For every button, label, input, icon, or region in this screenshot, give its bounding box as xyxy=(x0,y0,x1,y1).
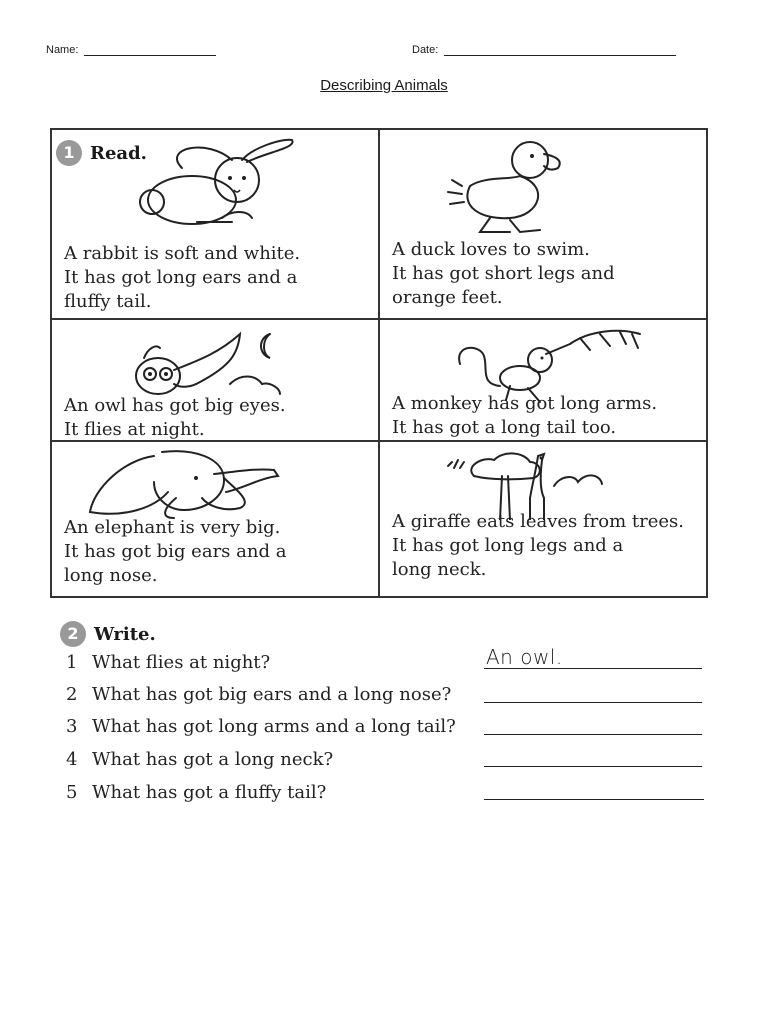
question-text: What flies at night? xyxy=(92,652,271,673)
text-line: It has got long legs and a xyxy=(392,535,624,556)
question-4 xyxy=(66,749,333,770)
text-line: It flies at night. xyxy=(64,419,205,440)
text-line: long nose. xyxy=(64,565,158,586)
text-line: A giraffe eats leaves from trees. xyxy=(392,511,684,532)
elephant-description xyxy=(64,516,286,588)
write-heading xyxy=(60,621,156,647)
answer-field-1[interactable] xyxy=(484,645,702,669)
text-line: It has got long ears and a xyxy=(64,267,298,288)
question-number: 3 xyxy=(66,716,78,737)
giraffe-description xyxy=(392,510,684,582)
name-field[interactable] xyxy=(46,44,216,56)
question-number: 5 xyxy=(66,782,78,803)
text-line: An elephant is very big. xyxy=(64,517,281,538)
question-text: What has got a long neck? xyxy=(92,749,334,770)
text-line: long neck. xyxy=(392,559,487,580)
read-label: Read. xyxy=(90,142,147,164)
question-text: What has got big ears and a long nose? xyxy=(92,684,452,705)
handwritten-answer: An owl. xyxy=(486,645,563,669)
answer-field-2[interactable] xyxy=(484,682,702,703)
question-number: 4 xyxy=(66,749,78,770)
elephant-illustration xyxy=(84,448,284,522)
read-grid xyxy=(50,128,708,598)
text-line: It has got big ears and a xyxy=(64,541,287,562)
date-label: Date: xyxy=(412,44,439,56)
question-number: 1 xyxy=(66,652,78,673)
answer-field-4[interactable] xyxy=(484,746,702,767)
duck-illustration xyxy=(440,136,580,236)
rabbit-illustration xyxy=(122,138,302,228)
owl-description xyxy=(64,394,286,442)
question-text: What has got long arms and a long tail? xyxy=(92,716,456,737)
giraffe-illustration xyxy=(444,446,614,520)
question-3 xyxy=(66,716,456,737)
card-elephant xyxy=(52,442,380,596)
text-line: It has got short legs and xyxy=(392,263,615,284)
question-2 xyxy=(66,684,451,705)
text-line: It has got a long tail too. xyxy=(392,417,617,438)
text-line: A rabbit is soft and white. xyxy=(64,243,301,264)
section-number-badge: 1 xyxy=(56,140,82,166)
date-blank-line[interactable] xyxy=(444,44,676,56)
name-label: Name: xyxy=(46,44,79,56)
question-1 xyxy=(66,652,270,673)
owl-illustration xyxy=(130,324,290,398)
write-label: Write. xyxy=(94,623,156,645)
card-monkey xyxy=(380,320,706,442)
section-number-badge: 2 xyxy=(60,621,86,647)
question-5 xyxy=(66,782,326,803)
card-owl xyxy=(52,320,380,442)
name-blank-line[interactable] xyxy=(84,44,216,56)
text-line: An owl has got big eyes. xyxy=(64,395,286,416)
card-rabbit xyxy=(52,130,380,320)
answer-field-3[interactable] xyxy=(484,714,702,735)
text-line: fluffy tail. xyxy=(64,291,152,312)
question-number: 2 xyxy=(66,684,78,705)
question-text: What has got a fluffy tail? xyxy=(92,782,327,803)
answer-field-5[interactable] xyxy=(484,779,704,800)
text-line: orange feet. xyxy=(392,287,503,308)
rabbit-description xyxy=(64,242,300,314)
card-giraffe xyxy=(380,442,706,596)
page-title: Describing Animals xyxy=(320,77,448,94)
card-duck xyxy=(380,130,706,320)
text-line: A duck loves to swim. xyxy=(392,239,590,260)
text-line: A monkey has got long arms. xyxy=(392,393,658,414)
duck-description xyxy=(392,238,615,310)
monkey-description xyxy=(392,392,657,440)
date-field[interactable] xyxy=(412,44,676,56)
